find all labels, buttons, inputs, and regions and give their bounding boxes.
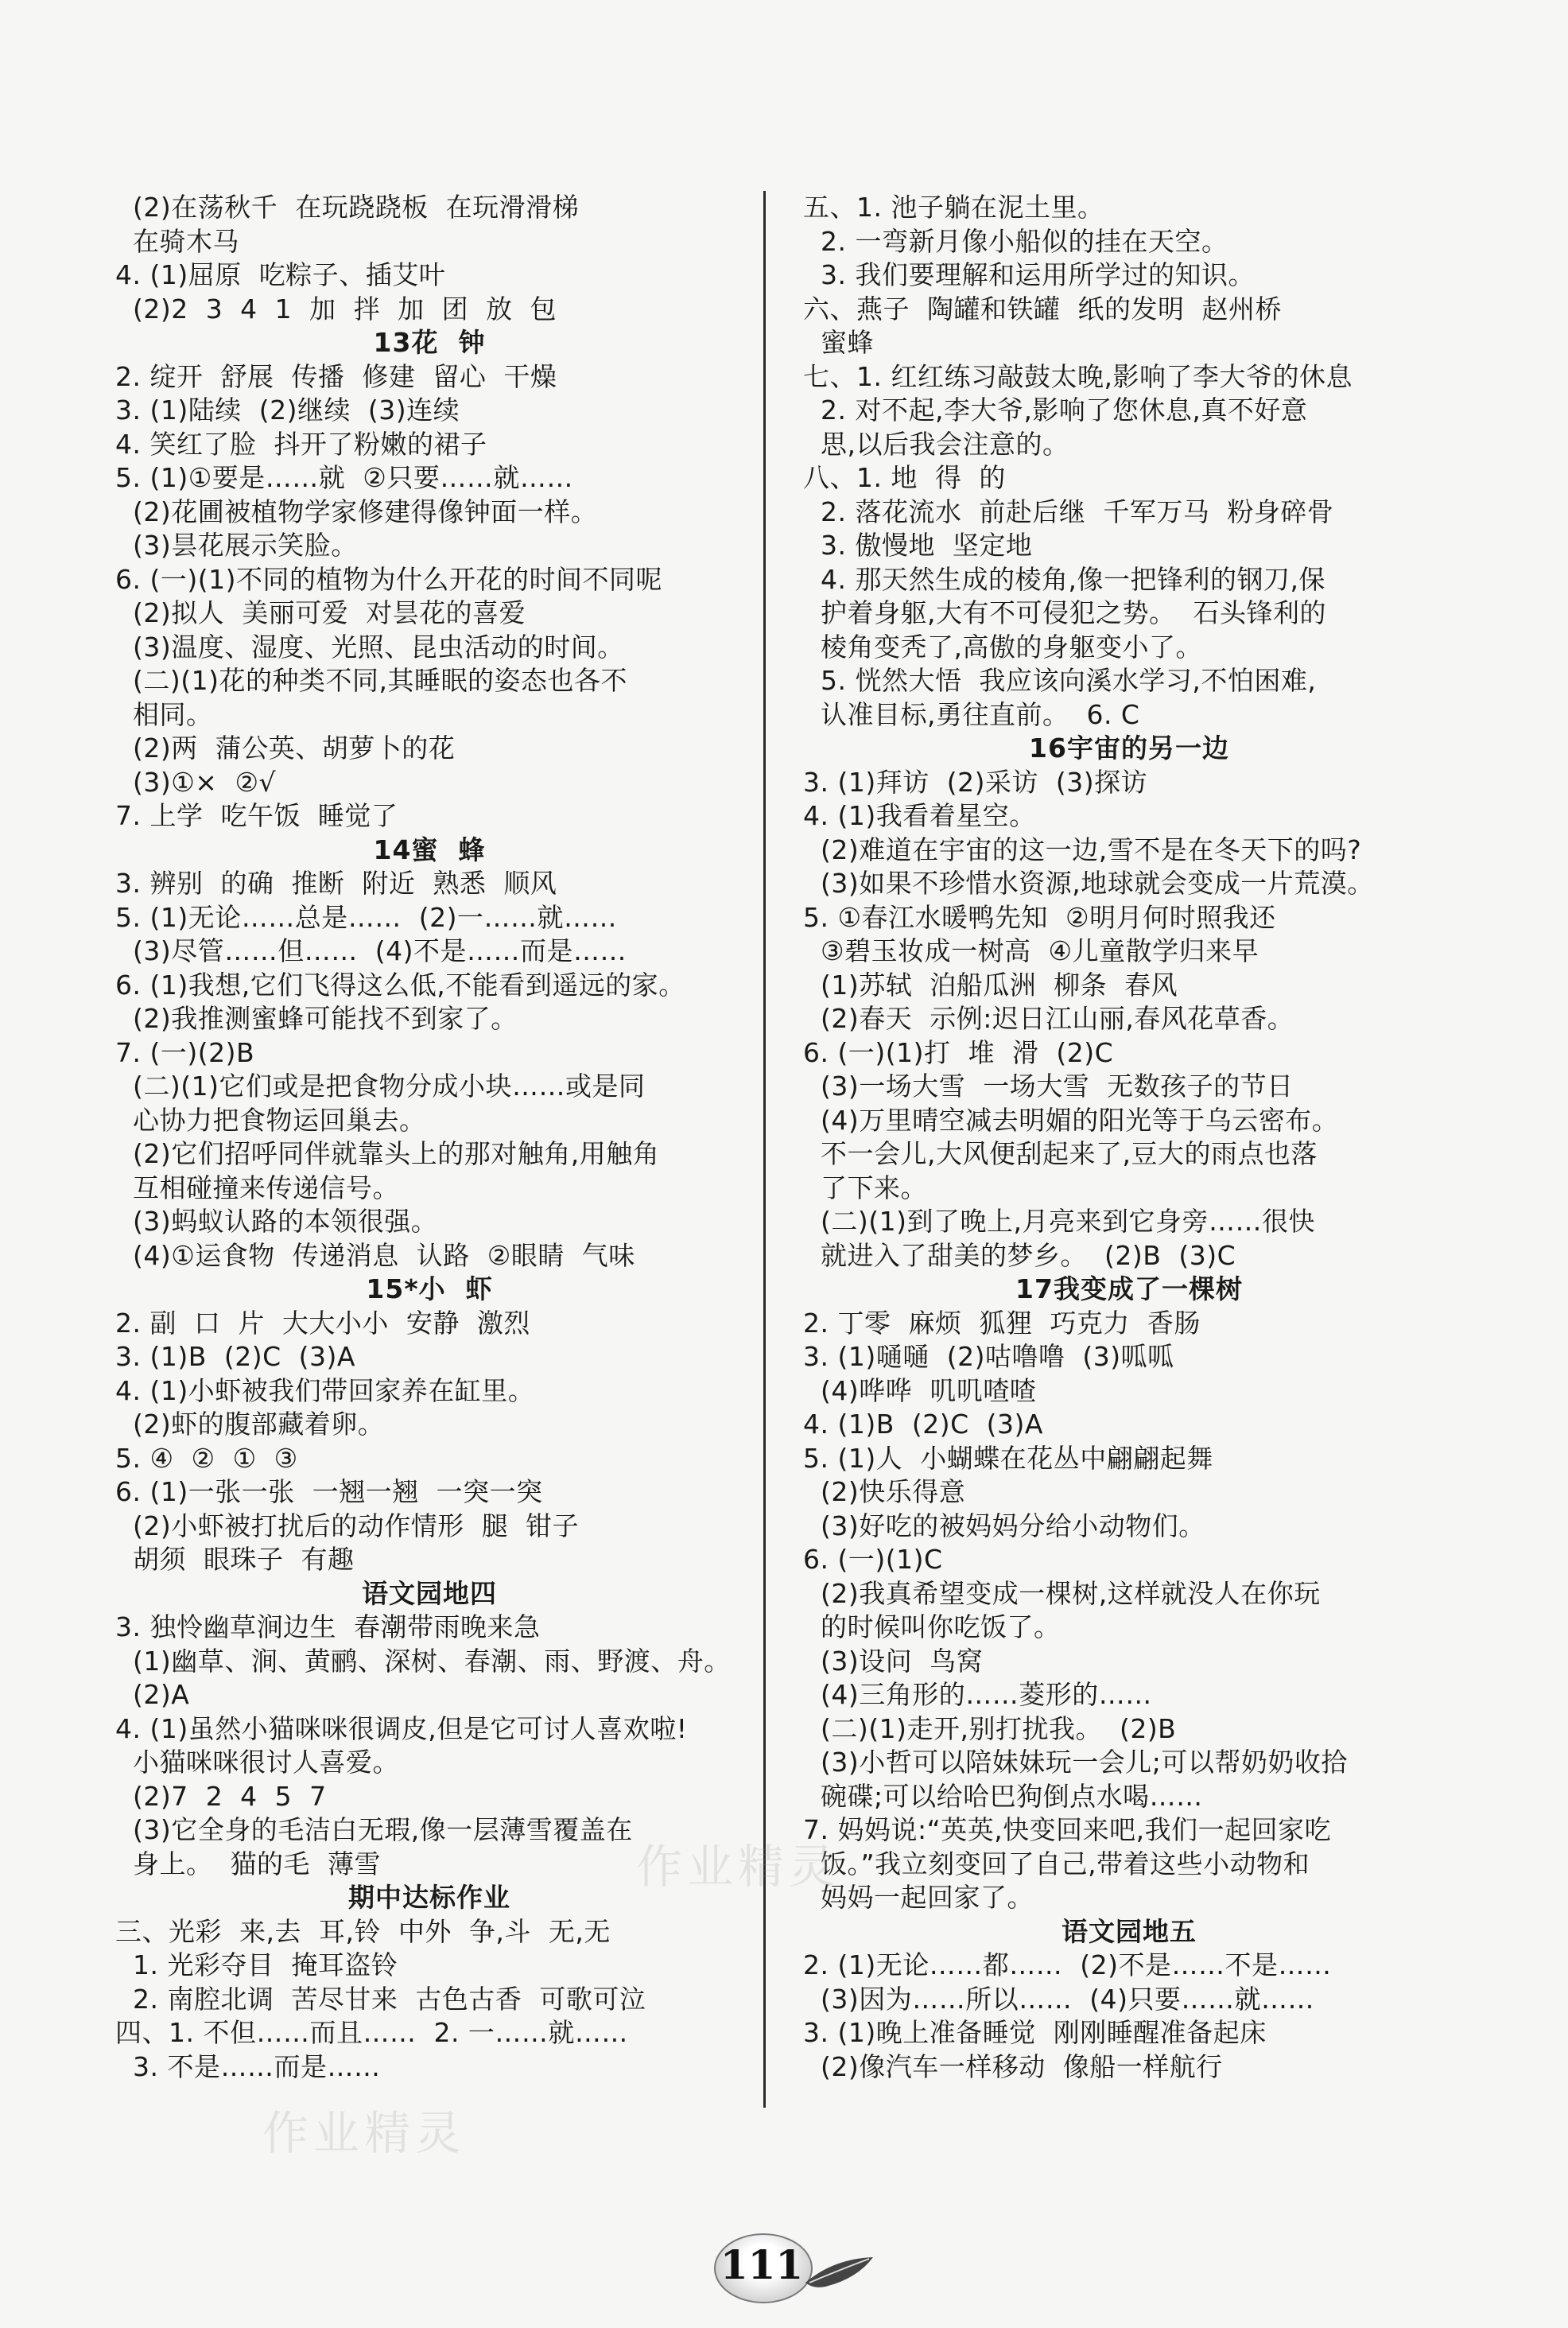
left-answer-line: 6. (1)一张一张 一翘一翘 一突一突 xyxy=(115,1476,543,1507)
right-answer-line: 3. (1)拜访 (2)采访 (3)探访 xyxy=(803,766,1148,798)
left-answer-line: (3)①× ②√ xyxy=(115,766,277,798)
left-section-title: 14蜜 蜂 xyxy=(373,834,486,865)
left-answer-line: 4. (1)虽然小猫咪咪很调皮,但是它可讨人喜欢啦! xyxy=(115,1712,688,1744)
right-section-title: 16宇宙的另一边 xyxy=(1029,733,1229,764)
right-answer-line: (2)快乐得意 xyxy=(803,1476,966,1507)
right-answer-line: (2)难道在宇宙的这一边,雪不是在冬天下的吗? xyxy=(803,834,1362,865)
left-answer-line: 心协力把食物运回巢去。 xyxy=(115,1104,426,1136)
left-section-title: 语文园地四 xyxy=(362,1577,497,1609)
right-answer-line: 6. (一)(1)打 堆 滑 (2)C xyxy=(803,1036,1114,1068)
right-answer-line: 4. 那天然生成的棱角,像一把锋利的钢刀,保 xyxy=(803,563,1325,595)
left-answer-line: (2)花圃被植物学家修建得像钟面一样。 xyxy=(115,496,598,527)
left-answer-line: (2)它们招呼同伴就靠头上的那对触角,用触角 xyxy=(115,1138,660,1169)
right-answer-line: (3)设问 鸟窝 xyxy=(803,1645,984,1677)
left-answer-line: 在骑木马 xyxy=(115,225,239,257)
right-answer-line: 棱角变秃了,高傲的身躯变小了。 xyxy=(803,631,1202,663)
right-answer-line: 3. (1)晚上准备睡觉 刚刚睡醒准备起床 xyxy=(803,2017,1267,2048)
left-answer-line: 2. 南腔北调 苦尽甘来 古色古香 可歌可泣 xyxy=(115,1983,646,2015)
column-divider xyxy=(763,191,766,2108)
left-answer-line: (1)幽草、涧、黄鹂、深树、春潮、雨、野渡、舟。 xyxy=(115,1645,731,1677)
right-answer-line: 7. 妈妈说:“英英,快变回来吧,我们一起回家吃 xyxy=(803,1814,1332,1845)
right-answer-line: 七、1. 红红练习敲鼓太晚,影响了李大爷的休息 xyxy=(803,360,1353,392)
right-answer-line: 认准目标,勇往直前。 6. C xyxy=(803,698,1140,730)
left-answer-line: (2)虾的腹部藏着卵。 xyxy=(115,1409,385,1440)
left-answer-line: 互相碰撞来传递信号。 xyxy=(115,1172,399,1203)
right-answer-line: 六、燕子 陶罐和铁罐 纸的发明 赵州桥 xyxy=(803,293,1282,325)
left-answer-line: (3)它全身的毛洁白无瑕,像一层薄雪覆盖在 xyxy=(115,1814,633,1845)
right-answer-line: (3)一场大雪 一场大雪 无数孩子的节日 xyxy=(803,1071,1294,1102)
left-answer-line: (2)拟人 美丽可爱 对昙花的喜爱 xyxy=(115,597,526,628)
right-answer-line: (3)因为……所以…… (4)只要……就…… xyxy=(803,1983,1314,2015)
left-answer-line: 1. 光彩夺目 掩耳盗铃 xyxy=(115,1949,398,1980)
left-answer-line: (二)(1)它们或是把食物分成小块……或是同 xyxy=(115,1071,646,1102)
right-answer-line: 4. (1)B (2)C (3)A xyxy=(803,1409,1043,1440)
left-answer-line: 3. (1)B (2)C (3)A xyxy=(115,1341,355,1372)
left-answer-line: 2. 绽开 舒展 传播 修建 留心 干燥 xyxy=(115,360,557,392)
right-answer-line: (2)像汽车一样移动 像船一样航行 xyxy=(803,2050,1223,2082)
right-answer-line: (4)哗哗 叽叽喳喳 xyxy=(803,1374,1037,1406)
right-answer-line: 蜜蜂 xyxy=(803,327,874,358)
page-number-badge xyxy=(682,2227,889,2311)
right-section-title: 语文园地五 xyxy=(1062,1915,1197,1947)
right-answer-line: (1)苏轼 泊船瓜洲 柳条 春风 xyxy=(803,969,1178,1001)
left-answer-line: (4)①运食物 传递消息 认路 ②眼睛 气味 xyxy=(115,1239,635,1271)
left-section-title: 15*小 虾 xyxy=(366,1273,493,1304)
right-answer-line: 饭。”我立刻变回了自己,带着这些小动物和 xyxy=(803,1848,1310,1879)
right-answer-line: 5. 恍然大悟 我应该向溪水学习,不怕困难, xyxy=(803,665,1317,696)
left-answer-line: 2. 副 口 片 大大小小 安静 激烈 xyxy=(115,1307,530,1339)
right-answer-line: 5. (1)人 小蝴蝶在花丛中翩翩起舞 xyxy=(803,1442,1213,1474)
left-answer-line: 胡须 眼珠子 有趣 xyxy=(115,1544,355,1575)
left-answer-line: (2)两 蒲公英、胡萝卜的花 xyxy=(115,733,456,764)
right-answer-line: (4)三角形的……菱形的…… xyxy=(803,1679,1152,1710)
left-answer-line: 4. (1)小虾被我们带回家养在缸里。 xyxy=(115,1374,535,1406)
left-answer-line: 7. (一)(2)B xyxy=(115,1036,255,1068)
right-answer-line: 妈妈一起回家了。 xyxy=(803,1882,1034,1913)
left-answer-line: (2)7 2 4 5 7 xyxy=(115,1780,327,1812)
right-answer-line: (3)小哲可以陪妹妹玩一会儿;可以帮奶奶收拾 xyxy=(803,1747,1348,1778)
left-answer-line: 6. (1)我想,它们飞得这么低,不能看到遥远的家。 xyxy=(115,969,685,1001)
right-answer-line: 五、1. 池子躺在泥土里。 xyxy=(803,192,1104,223)
left-answer-column xyxy=(115,191,743,2084)
right-answer-line: ③碧玉妆成一树高 ④儿童散学归来早 xyxy=(803,935,1259,966)
right-answer-line: 2. 丁零 麻烦 狐狸 巧克力 香肠 xyxy=(803,1307,1201,1339)
right-answer-line: 思,以后我会注意的。 xyxy=(803,428,1069,460)
left-answer-line: (3)尽管……但…… (4)不是……而是…… xyxy=(115,935,627,966)
left-answer-line: 3. 不是……而是…… xyxy=(115,2050,381,2082)
right-answer-line: 3. (1)嗵嗵 (2)咕噜噜 (3)呱呱 xyxy=(803,1341,1174,1372)
left-answer-line: (3)昙花展示笑脸。 xyxy=(115,530,358,561)
right-answer-line: 3. 我们要理解和运用所学过的知识。 xyxy=(803,259,1255,290)
left-answer-line: 3. 独怜幽草涧边生 春潮带雨晚来急 xyxy=(115,1611,541,1642)
left-answer-line: (2)A xyxy=(115,1679,190,1710)
watermark-2: 作业精灵 xyxy=(262,2106,467,2160)
left-answer-line: 5. (1)①要是……就 ②只要……就…… xyxy=(115,462,573,493)
left-section-title: 期中达标作业 xyxy=(348,1882,510,1913)
right-answer-line: 3. 傲慢地 坚定地 xyxy=(803,530,1033,561)
right-answer-line: (二)(1)走开,别打扰我。 (2)B xyxy=(803,1712,1177,1744)
left-answer-line: 三、光彩 来,去 耳,铃 中外 争,斗 无,无 xyxy=(115,1915,611,1947)
left-answer-line: (3)蚂蚁认路的本领很强。 xyxy=(115,1206,438,1237)
left-section-title: 13花 钟 xyxy=(373,327,486,358)
right-answer-line: 2. (1)无论……都…… (2)不是……不是…… xyxy=(803,1949,1332,1980)
right-answer-line: 2. 一弯新月像小船似的挂在天空。 xyxy=(803,225,1228,257)
left-answer-line: (2)我推测蜜蜂可能找不到家了。 xyxy=(115,1003,518,1034)
left-answer-line: 7. 上学 吃午饭 睡觉了 xyxy=(115,800,398,831)
left-answer-line: 3. (1)陆续 (2)继续 (3)连续 xyxy=(115,394,460,426)
right-answer-line: (二)(1)到了晚上,月亮来到它身旁……很快 xyxy=(803,1206,1315,1237)
right-answer-line: 不一会儿,大风便刮起来了,豆大的雨点也落 xyxy=(803,1138,1318,1169)
right-answer-line: 了下来。 xyxy=(803,1172,927,1203)
left-answer-line: 身上。 猫的毛 薄雪 xyxy=(115,1848,381,1879)
right-answer-line: (3)好吃的被妈妈分给小动物们。 xyxy=(803,1510,1205,1541)
left-answer-line: (3)温度、湿度、光照、昆虫活动的时间。 xyxy=(115,631,624,663)
left-answer-line: 4. (1)屈原 吃粽子、插艾叶 xyxy=(115,259,446,290)
right-answer-line: 护着身躯,大有不可侵犯之势。 石头锋利的 xyxy=(803,597,1326,628)
right-answer-line: 碗碟;可以给哈巴狗倒点水喝…… xyxy=(803,1780,1203,1812)
right-answer-line: (4)万里晴空减去明媚的阳光等于乌云密布。 xyxy=(803,1104,1339,1136)
right-answer-line: 5. ①春江水暖鸭先知 ②明月何时照我还 xyxy=(803,901,1276,933)
right-answer-line: 就进入了甜美的梦乡。 (2)B (3)C xyxy=(803,1239,1236,1271)
left-answer-line: (2)在荡秋千 在玩跷跷板 在玩滑滑梯 xyxy=(115,192,580,223)
left-answer-line: 5. (1)无论……总是…… (2)一……就…… xyxy=(115,901,617,933)
right-answer-line: 2. 落花流水 前赴后继 千军万马 粉身碎骨 xyxy=(803,496,1334,527)
right-answer-line: (2)我真希望变成一棵树,这样就没人在你玩 xyxy=(803,1577,1321,1609)
right-answer-line: 4. (1)我看着星空。 xyxy=(803,800,1036,831)
left-answer-line: 5. ④ ② ① ③ xyxy=(115,1442,298,1474)
watermark-1: 作业精灵 xyxy=(636,1840,840,1894)
right-answer-column xyxy=(803,191,1455,2084)
left-answer-line: 4. 笑红了脸 抖开了粉嫩的裙子 xyxy=(115,428,487,460)
left-answer-line: 四、1. 不但……而且…… 2. 一……就…… xyxy=(115,2017,628,2048)
right-answer-line: (2)春天 示例:迟日江山丽,春风花草香。 xyxy=(803,1003,1294,1034)
left-answer-line: 相同。 xyxy=(115,698,213,730)
left-answer-line: 6. (一)(1)不同的植物为什么开花的时间不同呢 xyxy=(115,563,662,595)
left-answer-line: 小猫咪咪很讨人喜爱。 xyxy=(115,1747,399,1778)
right-answer-line: (3)如果不珍惜水资源,地球就会变成一片荒漠。 xyxy=(803,868,1374,899)
left-answer-line: (二)(1)花的种类不同,其睡眠的姿态也各不 xyxy=(115,665,627,696)
right-answer-line: 2. 对不起,李大爷,影响了您休息,真不好意 xyxy=(803,394,1308,426)
right-answer-line: 八、1. 地 得 的 xyxy=(803,462,1006,493)
page-number: 111 xyxy=(720,2241,804,2288)
left-answer-line: 3. 辨别 的确 推断 附近 熟悉 顺风 xyxy=(115,868,557,899)
left-answer-line: (2)2 3 4 1 加 拌 加 团 放 包 xyxy=(115,293,557,325)
leaf-icon xyxy=(801,2251,881,2299)
right-answer-line: 的时候叫你吃饭了。 xyxy=(803,1611,1061,1642)
left-answer-line: (2)小虾被打扰后的动作情形 腿 钳子 xyxy=(115,1510,580,1541)
right-answer-line: 6. (一)(1)C xyxy=(803,1544,943,1575)
right-section-title: 17我变成了一棵树 xyxy=(1015,1273,1243,1304)
